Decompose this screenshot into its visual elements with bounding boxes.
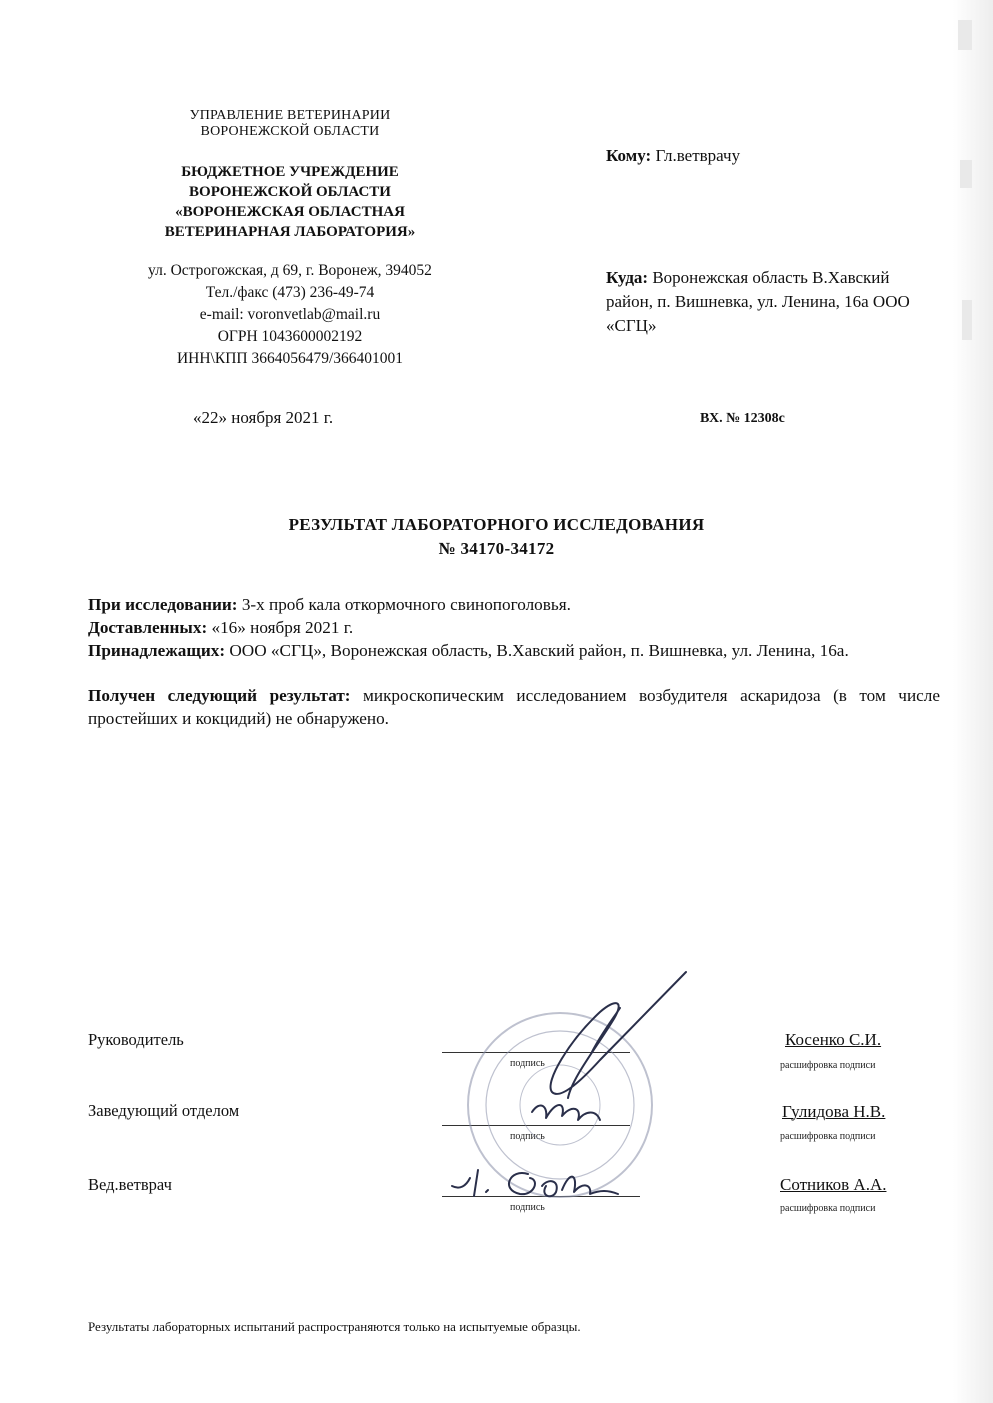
title-number: № 34170-34172 [438,539,555,558]
sender-address: ул. Острогожская, д 69, г. Воронеж, 394052 [148,262,432,279]
sender-email: e-mail: voronvetlab@mail.ru [199,306,381,323]
signer-name-caption: расшифровка подписи [780,1131,876,1142]
agency-line: ВОРОНЕЖСКОЙ ОБЛАСТИ [200,124,380,139]
agency-line: УПРАВЛЕНИЕ ВЕТЕРИНАРИИ [189,108,391,123]
where-label: Куда: [606,268,649,287]
document-date: «22» ноября 2021 г. [193,408,334,427]
signature-role: Заведующий отделом [88,1101,240,1120]
title-line: РЕЗУЛЬТАТ ЛАБОРАТОРНОГО ИССЛЕДОВАНИЯ [288,515,705,534]
org-line: БЮДЖЕТНОЕ УЧРЕЖДЕНИЕ [181,164,399,180]
result-value: микроскопическим исследованием возбудителя аскаридоза (в том числе простейших и кокцидий) не обнаружено. [88,686,940,728]
study-label: При исследовании: [88,595,238,614]
to-label: Кому: [606,146,652,165]
sender-phone: Тел./факс (473) 236-49-74 [205,284,375,301]
sender-ogrn: ОГРН 1043600002192 [217,328,363,345]
footer-note: Результаты лабораторных испытаний распространяются только на испытуемые образцы. [88,1319,581,1334]
org-line: «ВОРОНЕЖСКАЯ ОБЛАСТНАЯ [175,204,405,220]
result-label: Получен следующий результат: [88,686,351,705]
owner-label: Принадлежащих: [88,641,226,660]
signer-name: Сотников А.А. [780,1175,887,1194]
signature-caption: подпись [510,1202,545,1213]
signature-role: Вед.ветврач [88,1175,172,1194]
to-value: Гл.ветврачу [655,146,741,165]
incoming-number: ВХ. № 12308с [700,411,785,426]
study-value: 3-х проб кала откормочного свинопоголовья. [241,595,571,614]
sender-inn: ИНН\КПП 3664056479/366401001 [176,350,404,367]
signer-name: Косенко С.И. [785,1030,882,1049]
org-line: ВОРОНЕЖСКОЙ ОБЛАСТИ [189,184,391,200]
org-line: ВЕТЕРИНАРНАЯ ЛАБОРАТОРИЯ» [164,224,416,240]
signer-name: Гулидова Н.В. [782,1102,886,1121]
signer-name-caption: расшифровка подписи [780,1203,876,1214]
signature-role: Руководитель [88,1030,184,1049]
where-value: Воронежская область В.Хавский район, п. Вишневка, ул. Ленина, 16а ООО «СГЦ» [606,268,910,335]
owner-value: ООО «СГЦ», Воронежская область, В.Хавский район, п. Вишневка, ул. Ленина, 16а. [229,641,849,660]
signature-caption: подпись [510,1058,545,1069]
delivered-value: «16» ноября 2021 г. [211,618,354,637]
delivered-label: Доставленных: [88,618,208,637]
signer-name-caption: расшифровка подписи [780,1060,876,1071]
signature-caption: подпись [510,1131,545,1142]
